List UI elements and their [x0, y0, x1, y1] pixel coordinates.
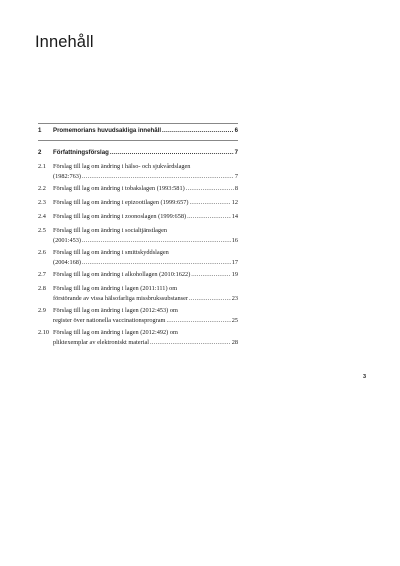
toc-title-cont: register över nationella vaccinationsprogram: [53, 316, 166, 324]
toc-number: 2.1: [38, 163, 46, 170]
dot-leader: [150, 338, 231, 348]
dot-leader: [186, 184, 234, 194]
toc-title: Förslag till lag om ändring i lagen (2011:111) om: [53, 285, 178, 292]
toc-title: Förslag till lag om ändring i lagen (2012:492) om: [53, 329, 178, 336]
toc-title: Förslag till lag om ändring i epizootilagen (1999:657): [53, 199, 189, 206]
toc-page: 7: [234, 172, 238, 180]
dot-leader: [190, 198, 231, 208]
dot-leader: [189, 294, 231, 304]
toc-title: Förslag till lag om ändring i alkohollagen (2010:1622): [53, 271, 191, 278]
dot-leader: [162, 127, 234, 135]
toc-page: 7: [234, 149, 238, 156]
toc-entry-2-5[interactable]: [38, 226, 238, 248]
toc-title: Förslag till lag om ändring i hälso- och sjukvårdslagen: [53, 163, 191, 170]
dot-leader: [187, 212, 231, 222]
dot-leader: [82, 172, 234, 182]
toc-title: Förslag till lag om ändring i lagen (2012:453) om: [53, 307, 178, 314]
toc-page: 19: [231, 271, 238, 278]
dot-leader: [166, 316, 230, 326]
dot-leader: [191, 270, 230, 280]
toc-page: 16: [231, 236, 238, 244]
dot-leader: [82, 258, 231, 268]
page-number: 3: [363, 374, 367, 380]
toc-number: 2.4: [38, 213, 46, 220]
toc-title-cont: pliktexemplar av elektroniskt material: [53, 338, 149, 346]
toc-number: 2.10: [38, 329, 50, 336]
toc-entry-2-7[interactable]: [38, 270, 238, 284]
toc-title-cont: förstörande av vissa hälsofarliga missbrukssubstanser: [53, 294, 189, 302]
table-of-contents: [38, 127, 238, 350]
toc-number: 2.5: [38, 227, 46, 234]
toc-title: Förslag till lag om ändring i socialtjänstlagen: [53, 227, 168, 234]
toc-title: Promemorians huvudsakliga innehåll: [53, 127, 162, 134]
dot-leader: [82, 236, 231, 246]
toc-entry-2-6[interactable]: [38, 248, 238, 270]
toc-number: 2.8: [38, 285, 46, 292]
toc-number: 1: [38, 127, 42, 134]
toc-title-cont: (1982:763): [53, 172, 81, 180]
toc-entry-2-4[interactable]: [38, 212, 238, 226]
toc-entry-2[interactable]: [38, 149, 238, 162]
toc-entry-2-2[interactable]: [38, 184, 238, 198]
toc-number: 2.6: [38, 249, 46, 256]
toc-number: 2: [38, 149, 42, 156]
toc-entry-2-10[interactable]: [38, 328, 238, 350]
toc-entry-2-9[interactable]: [38, 306, 238, 328]
toc-number: 2.7: [38, 271, 46, 278]
toc-title: Förslag till lag om ändring i zoonoslagen (1999:658): [53, 213, 187, 220]
page-title: Innehåll: [35, 33, 94, 51]
toc-number: 2.9: [38, 307, 46, 314]
dot-leader: [110, 149, 234, 157]
toc-title-cont: (2004:168): [53, 258, 81, 266]
divider: [38, 140, 238, 141]
toc-page: 23: [231, 294, 238, 302]
toc-page: 17: [231, 258, 238, 266]
toc-entry-2-3[interactable]: [38, 198, 238, 212]
toc-number: 2.3: [38, 199, 46, 206]
toc-title: Förslag till lag om ändring i smittskyddslagen: [53, 249, 169, 256]
toc-title: Förslag till lag om ändring i tobakslagen (1993:581): [53, 185, 185, 192]
toc-page: 28: [231, 338, 238, 346]
toc-page: 8: [234, 185, 238, 192]
toc-page: 25: [231, 316, 238, 324]
toc-entry-2-8[interactable]: [38, 284, 238, 306]
divider: [38, 123, 238, 124]
toc-number: 2.2: [38, 185, 46, 192]
toc-page: 12: [231, 199, 238, 206]
toc-title-cont: (2001:453): [53, 236, 81, 244]
toc-entry-2-1[interactable]: [38, 162, 238, 184]
toc-page: 6: [234, 127, 238, 134]
toc-page: 14: [231, 213, 238, 220]
toc-title: Författningsförslag: [53, 149, 109, 156]
